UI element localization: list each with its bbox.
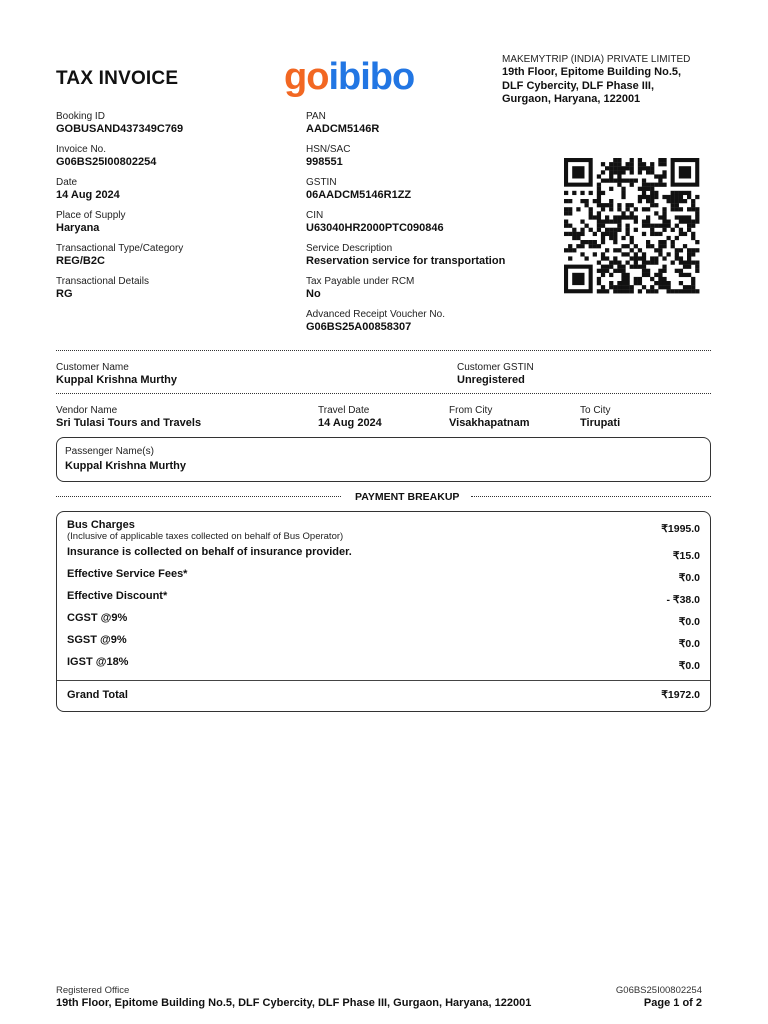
field-label: CIN bbox=[306, 210, 324, 221]
company-block bbox=[502, 53, 690, 107]
field-label: Advanced Receipt Voucher No. bbox=[306, 309, 445, 320]
logo-go-text: go bbox=[284, 56, 329, 98]
field-label: Tax Payable under RCM bbox=[306, 276, 415, 287]
bus-charges-label: Bus Charges bbox=[67, 519, 135, 531]
field-value: 14 Aug 2024 bbox=[56, 189, 120, 201]
field-label: From City bbox=[449, 405, 493, 416]
field-label: Place of Supply bbox=[56, 210, 126, 221]
field-place-of-supply bbox=[56, 210, 126, 235]
field-label: Transactional Type/Category bbox=[56, 243, 184, 254]
field-value: Sri Tulasi Tours and Travels bbox=[56, 417, 202, 429]
grand-total-amount: ₹1972.0 bbox=[661, 689, 700, 701]
field-value: GOBUSAND437349C769 bbox=[56, 123, 184, 135]
payment-heading-rule-right bbox=[471, 496, 711, 497]
field-label: HSN/SAC bbox=[306, 144, 351, 155]
field-label: To City bbox=[580, 405, 611, 416]
company-name: MAKEMYTRIP (INDIA) PRIVATE LIMITED bbox=[502, 54, 691, 65]
field-value: G06BS25A00858307 bbox=[306, 321, 412, 333]
field-value: U63040HR2000PTC090846 bbox=[306, 222, 444, 234]
page-title: TAX INVOICE bbox=[56, 68, 179, 89]
field-label: Service Description bbox=[306, 243, 393, 254]
from-city-field bbox=[449, 405, 530, 430]
igst-label: IGST @18% bbox=[67, 656, 129, 668]
field-label: PAN bbox=[306, 111, 326, 122]
passenger-name: Kuppal Krishna Murthy bbox=[65, 460, 187, 472]
field-cin bbox=[306, 210, 444, 235]
field-label: Customer GSTIN bbox=[457, 362, 534, 373]
field-label: Invoice No. bbox=[56, 144, 107, 155]
igst-amount: ₹0.0 bbox=[678, 660, 700, 672]
field-value: RG bbox=[56, 288, 73, 300]
field-value: No bbox=[306, 288, 321, 300]
field-value: AADCM5146R bbox=[306, 123, 380, 135]
field-value: Visakhapatnam bbox=[449, 417, 530, 429]
field-label: Customer Name bbox=[56, 362, 129, 373]
grand-total-divider bbox=[57, 680, 710, 681]
customer-name-field bbox=[56, 362, 177, 387]
field-advance-receipt-voucher bbox=[306, 309, 445, 334]
field-label: Vendor Name bbox=[56, 405, 118, 416]
field-value: Kuppal Krishna Murthy bbox=[56, 374, 178, 386]
travel-date-field bbox=[318, 405, 382, 430]
field-value: Reservation service for transportation bbox=[306, 255, 506, 267]
field-value: 06AADCM5146R1ZZ bbox=[306, 189, 412, 201]
field-label: Travel Date bbox=[318, 405, 370, 416]
goibibo-logo bbox=[284, 54, 414, 100]
company-address-line-1: 19th Floor, Epitome Building No.5, bbox=[502, 66, 682, 78]
sgst-label: SGST @9% bbox=[67, 634, 127, 646]
field-value: G06BS25I00802254 bbox=[56, 156, 157, 168]
bus-charges-note: (Inclusive of applicable taxes collected on behalf of Bus Operator) bbox=[67, 531, 344, 542]
service-fees-label: Effective Service Fees* bbox=[67, 568, 188, 580]
cgst-amount: ₹0.0 bbox=[678, 616, 700, 628]
field-booking-id bbox=[56, 111, 183, 136]
field-value: REG/B2C bbox=[56, 255, 105, 267]
section-divider bbox=[56, 393, 711, 394]
field-tax-payable-rcm bbox=[306, 276, 414, 301]
field-pan bbox=[306, 111, 379, 136]
field-value: Tirupati bbox=[580, 417, 621, 429]
insurance-amount: ₹15.0 bbox=[672, 550, 700, 562]
field-value: 998551 bbox=[306, 156, 343, 168]
section-divider bbox=[56, 350, 711, 351]
page-number: Page 1 of 2 bbox=[643, 997, 702, 1009]
field-label: Booking ID bbox=[56, 111, 105, 122]
customer-gstin-field bbox=[457, 362, 534, 387]
company-address-line-2: DLF Cybercity, DLF Phase III, bbox=[502, 79, 654, 92]
footer-invoice-ref: G06BS25I00802254 bbox=[615, 985, 702, 996]
field-label: Transactional Details bbox=[56, 276, 150, 287]
field-value: 14 Aug 2024 bbox=[318, 417, 382, 429]
field-service-description bbox=[306, 243, 505, 268]
passenger-box bbox=[56, 437, 711, 482]
passenger-label: Passenger Name(s) bbox=[65, 446, 154, 457]
company-address-line-3: Gurgaon, Haryana, 122001 bbox=[502, 93, 641, 105]
cgst-label: CGST @9% bbox=[67, 612, 128, 624]
field-gstin bbox=[306, 177, 411, 202]
registered-office-address: 19th Floor, Epitome Building No.5, DLF Cybercity, DLF Phase III, Gurgaon, Haryana, 122001 bbox=[56, 997, 532, 1009]
field-label: GSTIN bbox=[306, 177, 337, 188]
qr-code-icon bbox=[564, 158, 704, 294]
field-invoice-no bbox=[56, 144, 156, 169]
to-city-field bbox=[580, 405, 620, 430]
bus-charges-amount: ₹1995.0 bbox=[661, 523, 700, 535]
field-date bbox=[56, 177, 120, 202]
sgst-amount: ₹0.0 bbox=[678, 638, 700, 650]
field-label: Date bbox=[56, 177, 78, 188]
insurance-label: Insurance is collected on behalf of insurance provider. bbox=[67, 546, 352, 558]
field-transactional-type bbox=[56, 243, 183, 268]
service-fees-amount: ₹0.0 bbox=[678, 572, 700, 584]
payment-breakup-box bbox=[56, 511, 711, 712]
vendor-name-field bbox=[56, 405, 201, 430]
payment-heading-rule-left bbox=[56, 496, 341, 497]
logo-ibibo-text: ibibo bbox=[328, 56, 415, 98]
field-hsn-sac bbox=[306, 144, 350, 169]
discount-label: Effective Discount* bbox=[67, 590, 168, 602]
grand-total-label: Grand Total bbox=[67, 689, 128, 701]
discount-amount: - ₹38.0 bbox=[666, 594, 700, 606]
field-value: Unregistered bbox=[457, 374, 525, 386]
payment-breakup-heading: PAYMENT BREAKUP bbox=[355, 491, 460, 503]
field-transactional-details bbox=[56, 276, 149, 301]
field-value: Haryana bbox=[56, 222, 100, 234]
registered-office-label: Registered Office bbox=[56, 985, 130, 996]
